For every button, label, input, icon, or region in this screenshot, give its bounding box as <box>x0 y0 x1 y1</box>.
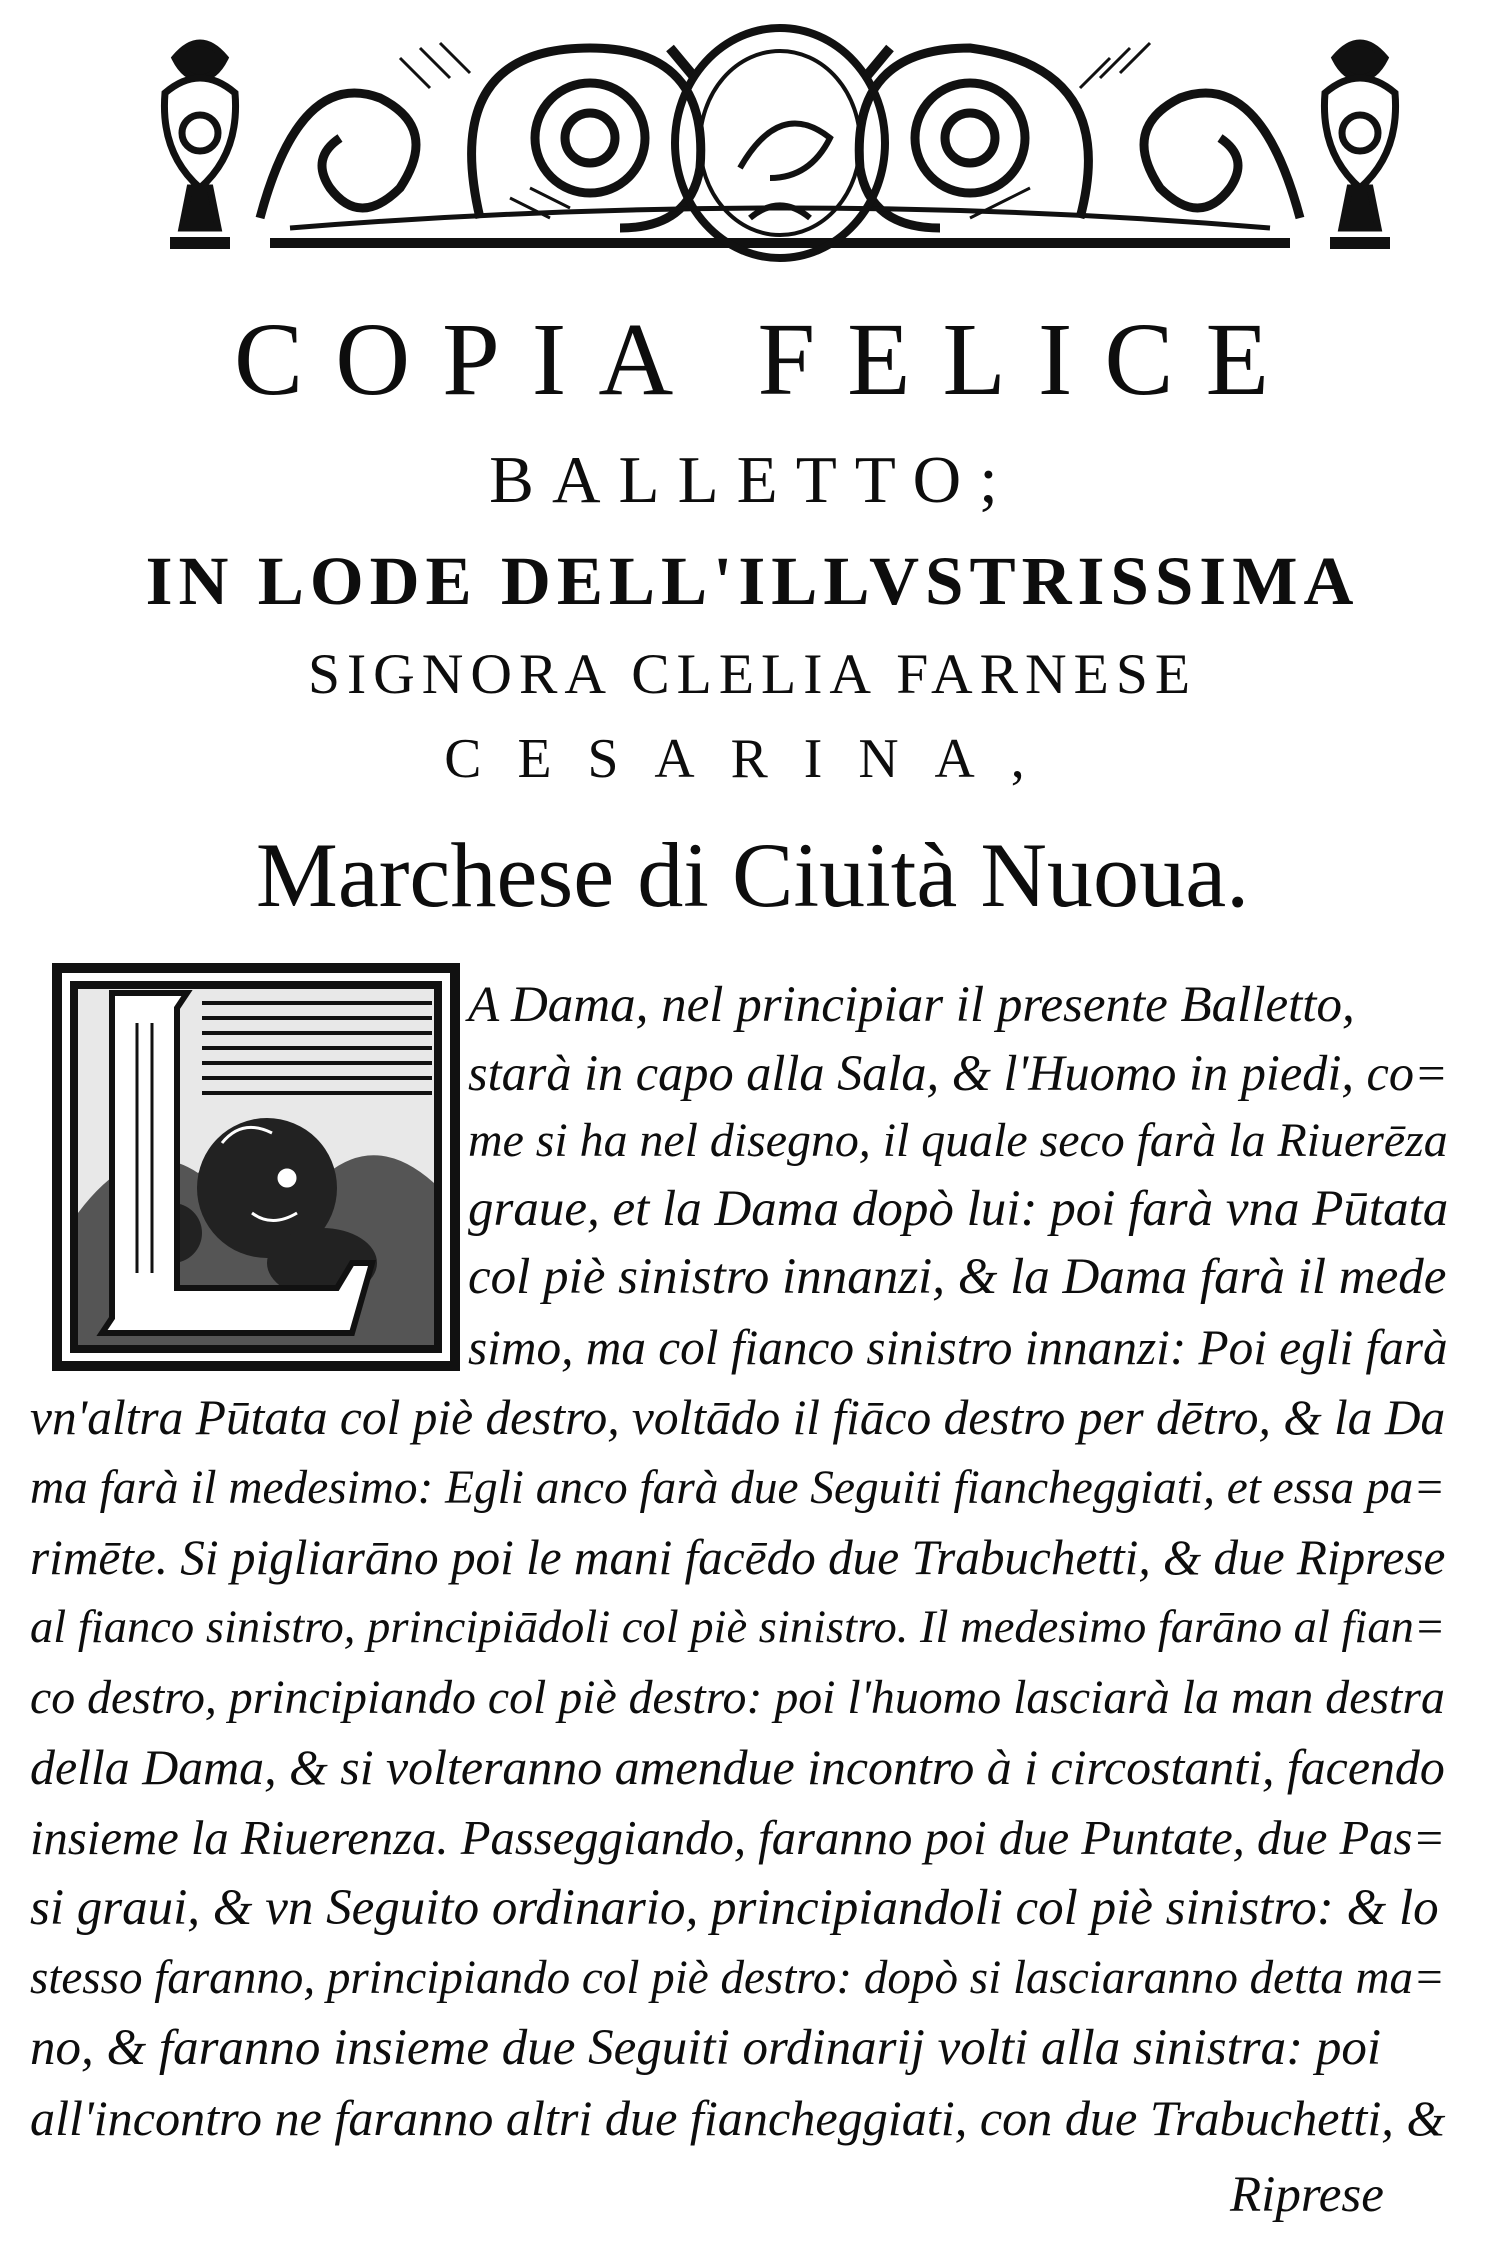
text-line: si graui, & vn Seguito ordinario, principiandoli col piè sinistro: & lo <box>30 1880 1439 1936</box>
text-line: ma farà il medesimo: Egli anco farà due Seguiti fiancheggiati, et essa pa= <box>30 1462 1446 1514</box>
text-line: col piè sinistro innanzi, & la Dama farà il mede <box>468 1249 1447 1305</box>
text-line: simo, ma col fianco sinistro innanzi: Poi egli farà <box>468 1320 1448 1375</box>
text-line: al fianco sinistro, principiādoli col piè sinistro. Il medesimo farāno al fian= <box>30 1602 1446 1653</box>
title-line-2: BALLETTO; <box>489 442 1016 517</box>
text-line: vn'altra Pūtata col piè destro, voltādo il fiāco destro per dētro, & la Da <box>30 1390 1446 1445</box>
text-line: no, & faranno insieme due Seguiti ordinarij volti alla sinistra: poi <box>30 2020 1382 2076</box>
text-line: della Dama, & si volteranno amendue incontro à i circostanti, facendo <box>30 1740 1445 1795</box>
text-line: rimēte. Si pigliarāno poi le mani facēdo due Trabuchetti, & due Riprese <box>30 1530 1446 1585</box>
title-line-3: IN LODE DELL'ILLVSTRISSIMA <box>145 542 1360 619</box>
text-line: insieme la Riuerenza. Passeggiando, faranno poi due Puntate, due Pas= <box>30 1811 1446 1865</box>
text-line: all'incontro ne faranno altri due fiancheggiati, con due Trabuchetti, & <box>30 2090 1446 2146</box>
text-line: starà in capo alla Sala, & l'Huomo in piedi, co= <box>468 1045 1448 1101</box>
title-line-4: SIGNORA CLELIA FARNESE <box>307 643 1198 706</box>
text-line: A Dama, nel principiar il presente Balletto, <box>468 977 1355 1033</box>
title-line-1: COPIA FELICE <box>234 303 1301 417</box>
text-line: stesso faranno, principiando col piè destro: dopò si lasciaranno detta ma= <box>30 1952 1445 2004</box>
title-line-6: Marchese di Ciuità Nuoua. <box>255 824 1250 926</box>
text-line: co destro, principiando col piè destro: poi l'huomo lasciarà la man destra <box>30 1671 1445 1724</box>
title-line-5: CESARINA, <box>444 728 1061 790</box>
text-line: graue, et la Dama dopò lui: poi farà vna Pūtata <box>468 1181 1449 1237</box>
catchword: Riprese <box>1230 2167 1384 2223</box>
text-line: me si ha nel disegno, il quale seco farà la Riuerēza <box>468 1114 1448 1167</box>
